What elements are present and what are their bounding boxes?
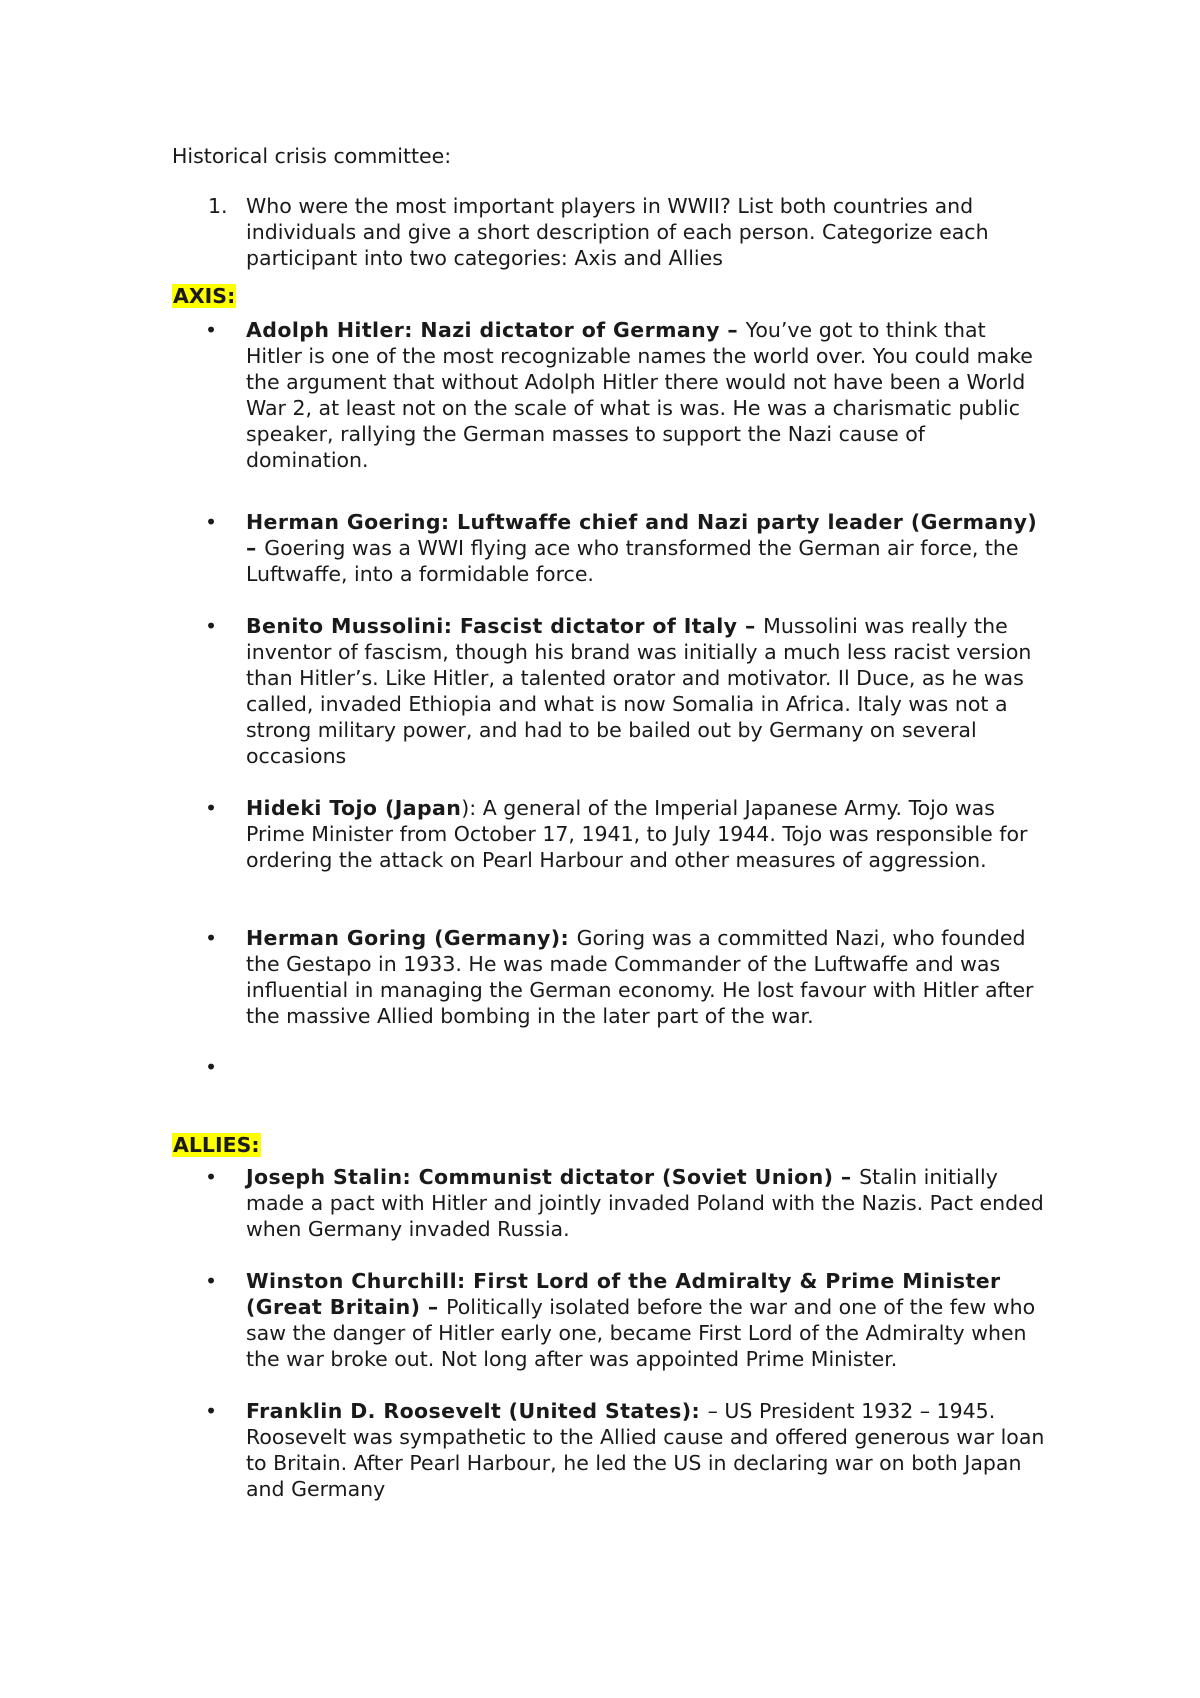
allies-entry-stalin [172,1164,1052,1242]
allies-entry-roosevelt [172,1398,1052,1502]
allies-label: ALLIES: [173,1133,260,1157]
bullet-icon: • [205,614,218,638]
question-text: Who were the most important players in WWII? List both countries and individuals and give a short description of each person. Categorize each participant into two categories: Axis and Allies [246,194,989,270]
bullet-icon: • [205,926,218,950]
entry-description: Mussolini was really the inventor of fascism, though his brand was initially a much less racist version than Hitler’s. Like Hitler, a talented orator and motivator. Il Duce, as he was called, invaded Ethiopia and what is now Somalia in Africa. Italy was not a strong military power, and had to be bailed out by Germany on several occasions [246,614,1032,768]
allies-entry-churchill [172,1268,1052,1372]
entry-description: – US President 1932 – 1945. Roosevelt was sympathetic to the Allied cause and offered generous war loan to Britain. After Pearl Harbour, he led the US in declaring war on both Japan and Germany [246,1399,1045,1501]
entry-description: ): A general of the Imperial Japanese Army. Tojo was Prime Minister from October 17, 1941, to July 1944. Tojo was responsible for ordering the attack on Pearl Harbour and other measures of aggression. [246,796,1028,872]
entry-title: Winston Churchill: First Lord of the Admiralty & Prime Minister (Great Britain) – [246,1269,1001,1319]
entry-title: Hideki Tojo (Japan [246,796,462,820]
entry-description: You’ve got to think that Hitler is one of the most recognizable names the world over. You could make the argument that without Adolph Hitler there would not have been a World War 2, at least not on the scale of what is was. He was a charismatic public speaker, rallying the German masses to support the Nazi cause of domination. [246,318,1033,472]
axis-entry-goring [172,925,1052,1029]
entry-description: Goring was a committed Nazi, who founded the Gestapo in 1933. He was made Commander of the Luftwaffe and was influential in managing the German economy. He lost favour with Hitler after the massive Allied bombing in the later part of the war. [246,926,1034,1028]
axis-entry-empty [172,1054,1052,1080]
question-number: 1. [208,194,228,218]
axis-label: AXIS: [173,284,236,308]
bullet-icon: • [205,1399,218,1423]
axis-entry-goering [172,509,1052,587]
entry-title: Benito Mussolini: Fascist dictator of Italy – [246,614,764,638]
entry-title: Joseph Stalin: Communist dictator (Soviet Union) – [246,1165,860,1189]
entry-description: Stalin initially made a pact with Hitler and jointly invaded Poland with the Nazis. Pact ended when Germany invaded Russia. [246,1165,1044,1241]
entry-title: Franklin D. Roosevelt (United States): [246,1399,708,1423]
bullet-icon: • [205,1165,218,1189]
entry-title: Herman Goring (Germany): [246,926,577,950]
axis-entry-tojo [172,795,1052,873]
bullet-icon: • [205,1269,218,1293]
question-item [172,193,1042,271]
bullet-icon: • [205,510,218,534]
bullet-icon: • [205,318,218,342]
bullet-icon: • [205,796,218,820]
entry-description: Goering was a WWI flying ace who transformed the German air force, the Luftwaffe, into a formidable force. [246,536,1019,586]
entry-description: Politically isolated before the war and one of the few who saw the danger of Hitler early one, became First Lord of the Admiralty when the war broke out. Not long after was appointed Prime Minister. [246,1295,1036,1371]
entry-title: Adolph Hitler: Nazi dictator of Germany – [246,318,746,342]
axis-entry-mussolini [172,613,1052,769]
bullet-icon: • [205,1055,218,1079]
document-heading: Historical crisis committee: [172,144,452,168]
axis-entry-hitler [172,317,1052,473]
entry-title: Herman Goering: Luftwaffe chief and Nazi party leader (Germany) – [246,510,1038,560]
